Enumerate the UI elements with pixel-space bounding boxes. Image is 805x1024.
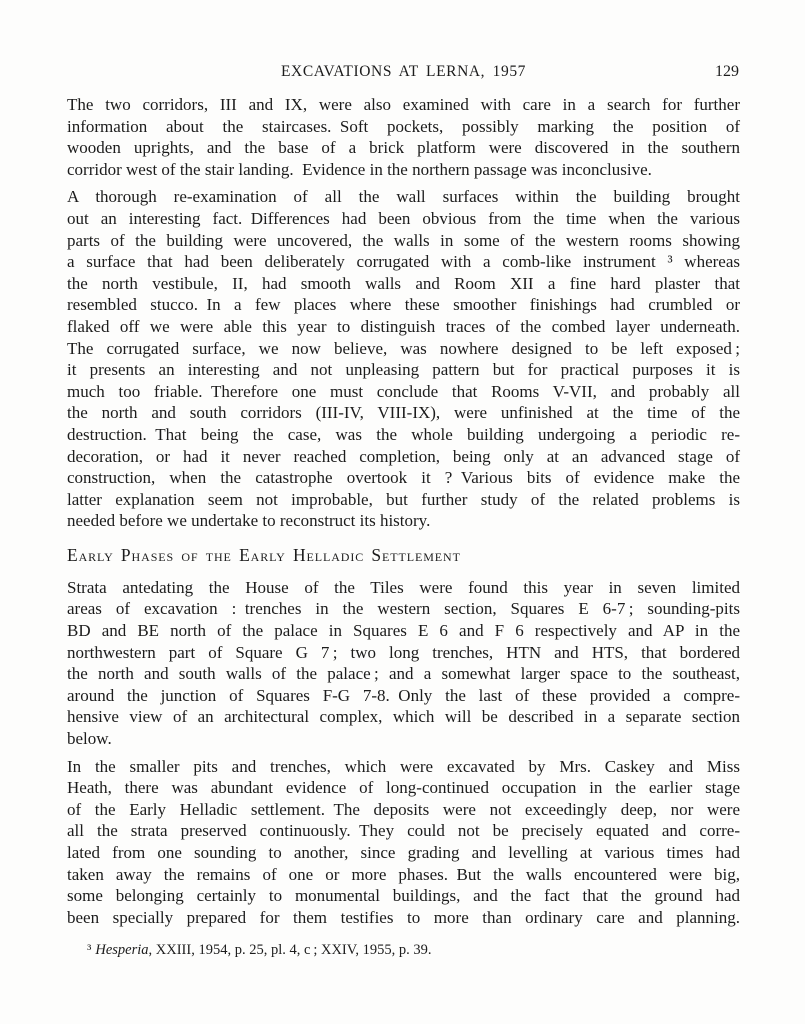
text-line: been specially prepared for them testifies to more than ordinary care and planning. — [67, 907, 740, 927]
text-line: In the smaller pits and trenches, which were excavated by Mrs. Caskey and Miss — [67, 756, 740, 776]
text-line: below. — [67, 729, 112, 749]
footnote-work-title: Hesperia — [95, 942, 149, 959]
text-line: hensive view of an architectural complex, which will be described in a separate section — [67, 707, 740, 727]
text-line: corridor west of the stair landing. Evidence in the northern passage was inconclusive. — [67, 159, 652, 179]
document-page — [67, 62, 740, 959]
text-line: The two corridors, III and IX, were also examined with care in a search for further — [67, 95, 740, 114]
text-line: the north and south corridors (III-IV, VIII-IX), were unfinished at the time of the — [67, 403, 740, 423]
footnote — [67, 941, 740, 959]
text-line: areas of excavation : trenches in the western section, Squares E 6-7 ; sounding-pits — [67, 599, 740, 619]
text-line: it presents an interesting and not unpleasing pattern but for practical purposes it is — [67, 360, 740, 380]
text-line: the north vestibule, II, had smooth walls and Room XII a fine hard plaster that — [67, 273, 740, 293]
text-line: needed before we undertake to reconstruct its history. — [67, 511, 431, 531]
text-line: the north and south walls of the palace ; and a somewhat larger space to the southeast, — [67, 664, 740, 684]
text-line: wooden uprights, and the base of a brick platform were discovered in the southern — [67, 138, 740, 158]
text-line: out an interesting fact. Differences had been obvious from the time when the various — [67, 208, 740, 228]
page-header — [67, 62, 740, 81]
page-number: 129 — [715, 63, 739, 80]
text-line: of the Early Helladic settlement. The deposits were not exceedingly deep, nor were — [67, 799, 740, 819]
text-line: BD and BE north of the palace in Squares E 6 and F 6 respectively and AP in the — [67, 621, 740, 641]
text-line: much too friable. Therefore one must conclude that Rooms V-VII, and probably all — [67, 381, 740, 401]
text-line: destruction. That being the case, was the whole building undergoing a periodic re- — [67, 424, 740, 444]
text-line: some belonging certainly to monumental buildings, and the fact that the ground had — [67, 886, 740, 906]
text-line: a surface that had been deliberately corrugated with a comb-like instrument ³ whereas — [67, 252, 740, 272]
text-line: A thorough re-examination of all the wall surfaces within the building brought — [67, 187, 740, 207]
text-line: construction, when the catastrophe overtook it ? Various bits of evidence make the — [67, 468, 740, 488]
paragraph-smaller-pits — [67, 756, 740, 929]
section-heading: Early Phases of the Early Helladic Settlement — [67, 544, 461, 565]
paragraph-corridors — [67, 94, 740, 180]
paragraph-wall-surfaces — [67, 186, 740, 532]
text-line: lated from one sounding to another, since grading and levelling at various times had — [67, 843, 740, 862]
text-line: Heath, there was abundant evidence of long-continued occupation in the earlier stage — [67, 778, 740, 798]
footnote-marker: ³ — [87, 942, 92, 959]
text-line: latter explanation seem not improbable, but further study of the related problems is — [67, 489, 740, 509]
text-line: The corrugated surface, we now believe, was nowhere designed to be left exposed ; — [67, 338, 740, 358]
text-line: resembled stucco. In a few places where these smoother finishings had crumbled or — [67, 295, 740, 315]
footnote-citation: , XXIII, 1954, p. 25, pl. 4, c ; XXIV, 1955, p. 39. — [148, 942, 432, 959]
text-line: decoration, or had it never reached completion, being only at an advanced stage of — [67, 446, 740, 466]
paragraph-strata — [67, 577, 740, 750]
text-line: information about the staircases. Soft pockets, possibly marking the position of — [67, 116, 740, 136]
text-line: around the junction of Squares F-G 7-8. Only the last of these provided a compre- — [67, 685, 740, 705]
running-head-title: EXCAVATIONS AT LERNA, 1957 — [280, 63, 527, 80]
text-line: northwestern part of Square G 7 ; two long trenches, HTN and HTS, that bordered — [67, 642, 740, 662]
text-line: taken away the remains of one or more phases. But the walls encountered were big, — [67, 864, 740, 884]
text-line: Strata antedating the House of the Tiles were found this year in seven limited — [67, 577, 740, 597]
text-line: parts of the building were uncovered, the walls in some of the western rooms showing — [67, 230, 740, 250]
text-line: all the strata preserved continuously. They could not be precisely equated and corre- — [67, 821, 740, 841]
text-line: flaked off we were able this year to distinguish traces of the combed layer underneath. — [67, 316, 740, 336]
